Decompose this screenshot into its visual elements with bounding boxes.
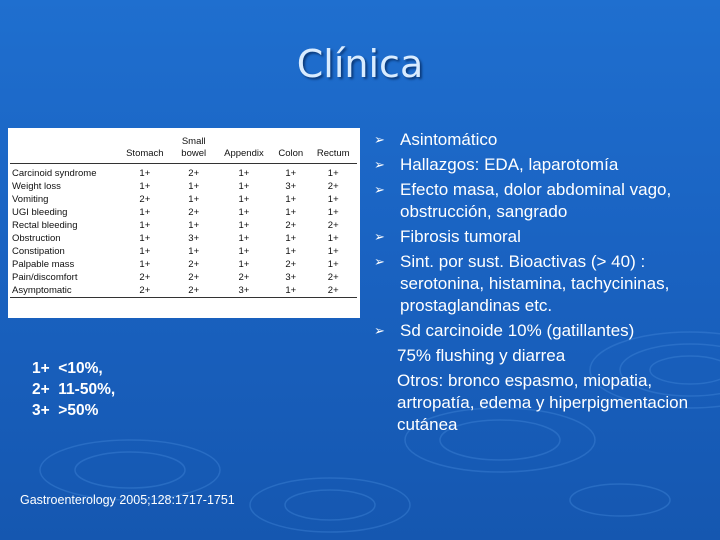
- bullet-item: [371, 179, 711, 223]
- grade-cell: 1+: [327, 194, 339, 205]
- bullet-text: Asintomático: [400, 130, 498, 149]
- grade-cell: 3+: [188, 233, 200, 244]
- table-row: [10, 219, 357, 232]
- arrow-bullet-icon: ➢: [374, 254, 385, 269]
- grade-cell: 1+: [139, 259, 151, 270]
- grade-cell: 1+: [139, 181, 151, 192]
- slide-title: Clínica: [296, 42, 424, 86]
- legend-item: 3+ >50%: [32, 402, 99, 419]
- table-row: [10, 206, 357, 219]
- grade-cell: 1+: [285, 168, 297, 179]
- grade-cell: 1+: [327, 246, 339, 257]
- bullet-item: [371, 129, 711, 151]
- grade-cell: 1+: [238, 181, 250, 192]
- grade-cell: 1+: [188, 181, 200, 192]
- bullet-item: [371, 251, 711, 317]
- symptom-incidence-table: [10, 136, 357, 298]
- grade-cell: 2+: [327, 285, 339, 296]
- symptom-cell: Weight loss: [12, 181, 61, 192]
- grade-cell: 1+: [139, 168, 151, 179]
- symptom-cell: Vomiting: [12, 194, 49, 205]
- table-row: [10, 232, 357, 245]
- bullet-item: [371, 370, 711, 436]
- grade-cell: 2+: [188, 259, 200, 270]
- grade-cell: 1+: [238, 168, 250, 179]
- table-row: [10, 245, 357, 258]
- grade-cell: 2+: [188, 168, 200, 179]
- legend-item: 2+ 11-50%,: [32, 381, 116, 398]
- arrow-bullet-icon: ➢: [374, 132, 385, 147]
- column-header: Stomach: [126, 148, 164, 159]
- bullet-text: Sint. por sust. Bioactivas (> 40) : serotonina, histamina, tachycininas, prostaglandinas etc.: [400, 252, 670, 315]
- column-header: Colon: [278, 148, 304, 159]
- grade-cell: 1+: [139, 233, 151, 244]
- bullet-item: [371, 345, 711, 367]
- grade-cell: 3+: [238, 285, 250, 296]
- grade-cell: 1+: [327, 233, 339, 244]
- grade-cell: 2+: [139, 194, 151, 205]
- grade-cell: 2+: [285, 220, 297, 231]
- grade-legend: [32, 358, 115, 421]
- grade-cell: 1+: [285, 246, 297, 257]
- table-body: [10, 164, 357, 298]
- bullet-item: [371, 320, 711, 342]
- grade-cell: 1+: [139, 246, 151, 257]
- bullet-text: Otros: bronco espasmo, miopatia, artropatía, edema y hiperpigmentacion cutánea: [397, 371, 689, 434]
- grade-cell: 1+: [238, 220, 250, 231]
- grade-cell: 2+: [285, 259, 297, 270]
- table-row: [10, 258, 357, 271]
- arrow-bullet-icon: ➢: [374, 157, 385, 172]
- grade-cell: 2+: [327, 220, 339, 231]
- grade-cell: 2+: [188, 207, 200, 218]
- grade-cell: 2+: [139, 272, 151, 283]
- table-row: [10, 164, 357, 181]
- grade-cell: 1+: [139, 207, 151, 218]
- grade-cell: 2+: [139, 285, 151, 296]
- column-header: [10, 136, 118, 164]
- symptom-cell: Carcinoid syndrome: [12, 168, 97, 179]
- bullet-text: Hallazgos: EDA, laparotomía: [400, 155, 619, 174]
- grade-cell: 3+: [285, 181, 297, 192]
- grade-cell: 1+: [188, 246, 200, 257]
- symptom-cell: UGI bleeding: [12, 207, 68, 218]
- grade-cell: 2+: [188, 272, 200, 283]
- bullet-text: 75% flushing y diarrea: [397, 346, 566, 365]
- grade-cell: 1+: [188, 194, 200, 205]
- legend-item: 1+ <10%,: [32, 360, 103, 377]
- bullet-item: [371, 226, 711, 248]
- grade-cell: 2+: [238, 272, 250, 283]
- symptom-cell: Rectal bleeding: [12, 220, 78, 231]
- table-header-row: [10, 136, 357, 164]
- bullet-text: Sd carcinoide 10% (gatillantes): [400, 321, 635, 340]
- grade-cell: 2+: [188, 285, 200, 296]
- incidence-table-panel: [8, 128, 360, 318]
- table-row: [10, 284, 357, 298]
- symptom-cell: Obstruction: [12, 233, 61, 244]
- bullet-text: Fibrosis tumoral: [400, 227, 521, 246]
- table-row: [10, 180, 357, 193]
- symptom-cell: Asymptomatic: [12, 285, 72, 296]
- grade-cell: 1+: [285, 194, 297, 205]
- bullet-item: [371, 154, 711, 176]
- column-header: Rectum: [316, 148, 350, 159]
- arrow-bullet-icon: ➢: [374, 323, 385, 338]
- grade-cell: 1+: [327, 259, 339, 270]
- source-citation: Gastroenterology 2005;128:1717-1751: [20, 493, 235, 507]
- grade-cell: 2+: [327, 181, 339, 192]
- grade-cell: 1+: [188, 220, 200, 231]
- arrow-bullet-icon: ➢: [374, 229, 385, 244]
- grade-cell: 1+: [285, 285, 297, 296]
- grade-cell: 1+: [238, 194, 250, 205]
- grade-cell: 3+: [285, 272, 297, 283]
- grade-cell: 1+: [238, 246, 250, 257]
- grade-cell: 1+: [285, 207, 297, 218]
- column-header: Small bowel: [181, 136, 207, 159]
- bullet-list: [371, 129, 711, 439]
- arrow-bullet-icon: ➢: [374, 182, 385, 197]
- grade-cell: 1+: [238, 259, 250, 270]
- table-row: [10, 193, 357, 206]
- bullet-text: Efecto masa, dolor abdominal vago, obstrucción, sangrado: [400, 180, 672, 221]
- table-row: [10, 271, 357, 284]
- grade-cell: 1+: [238, 233, 250, 244]
- grade-cell: 2+: [327, 272, 339, 283]
- column-header: Appendix: [224, 148, 264, 159]
- symptom-cell: Constipation: [12, 246, 65, 257]
- symptom-cell: Palpable mass: [12, 259, 75, 270]
- grade-cell: 1+: [327, 207, 339, 218]
- grade-cell: 1+: [327, 168, 339, 179]
- symptom-cell: Pain/discomfort: [12, 272, 78, 283]
- grade-cell: 1+: [139, 220, 151, 231]
- grade-cell: 1+: [238, 207, 250, 218]
- grade-cell: 1+: [285, 233, 297, 244]
